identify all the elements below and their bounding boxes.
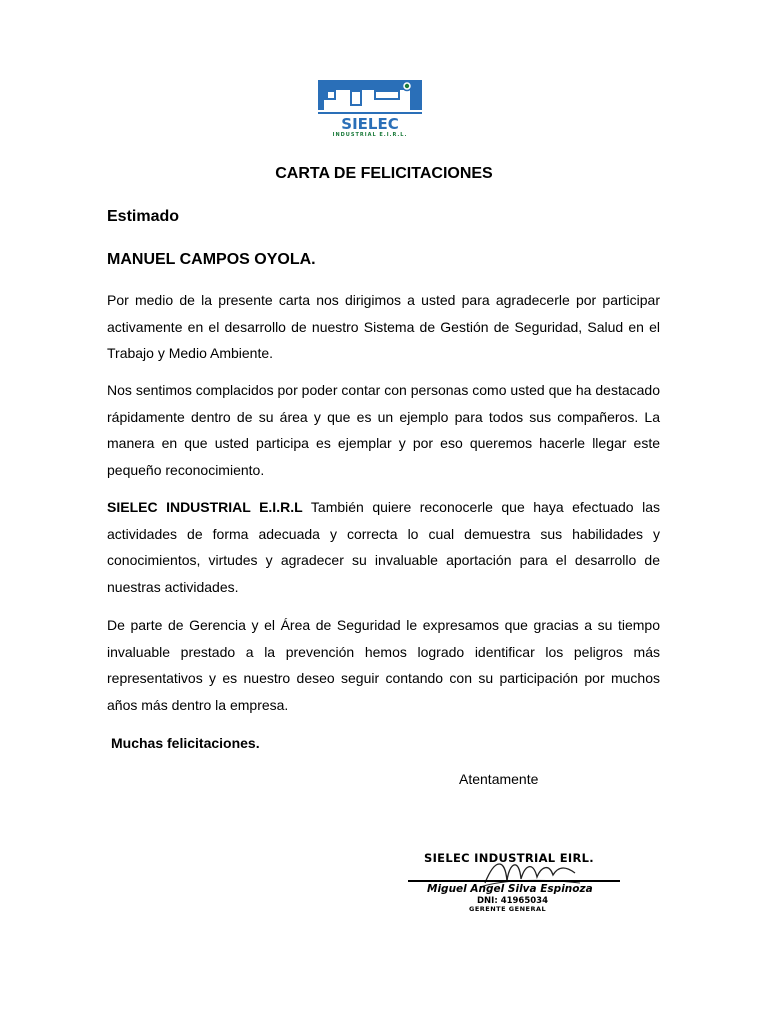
signature-dni: DNI: 41965034: [477, 896, 549, 906]
logo-brand-text: SIELEC: [341, 115, 399, 133]
paragraph-1: Por medio de la presente carta nos dirigimos a usted para agradecerle por participar activamente en el desarrollo de nuestro Sistema de Gestión de Seguridad, Salud en el Trabajo y Medio Ambiente.: [107, 292, 660, 361]
recipient-name: MANUEL CAMPOS OYOLA.: [107, 251, 316, 268]
signature-line: [408, 880, 620, 882]
regards-line: Atentamente: [459, 771, 539, 787]
paragraph-2: Nos sentimos complacidos por poder contar con personas como usted que ha destacado rápidamente dentro de su área y que es un ejemplo para todos sus compañeros. La manera en que usted participa es ejemplar y por eso queremos hacerle llegar este pequeño reconocimiento.: [107, 382, 660, 478]
signature-block: [405, 845, 635, 915]
signature-company: SIELEC INDUSTRIAL EIRL.: [424, 851, 594, 865]
logo-tagline-text: INDUSTRIAL E.I.R.L.: [332, 132, 408, 138]
letter-title: CARTA DE FELICITACIONES: [275, 165, 493, 182]
paragraph-3-text: También quiere reconocerle que haya efectuado las actividades de forma adecuada y correcta lo cual demuestra sus habilidades y conocimientos, virtudes y agradecer su invaluable aportación para el desarrollo de nuestras actividades.: [107, 499, 660, 595]
company-name: SIELEC INDUSTRIAL E.I.R.L: [107, 499, 303, 515]
salutation: Estimado: [107, 208, 180, 225]
paragraph-4: De parte de Gerencia y el Área de Seguridad le expresamos que gracias a su tiempo invaluable prestado a la prevención hemos logrado identificar los peligros más representativos y es nuestro deseo seguir contando con su participación por muchos años más dentro la empresa.: [107, 617, 660, 713]
signature-name: Miguel Angel Silva Espinoza: [427, 883, 593, 895]
closing-line: Muchas felicitaciones.: [111, 735, 260, 751]
signature-role: GERENTE GENERAL: [469, 905, 547, 913]
paragraph-3: [107, 494, 660, 600]
sielec-logo: [314, 76, 428, 138]
